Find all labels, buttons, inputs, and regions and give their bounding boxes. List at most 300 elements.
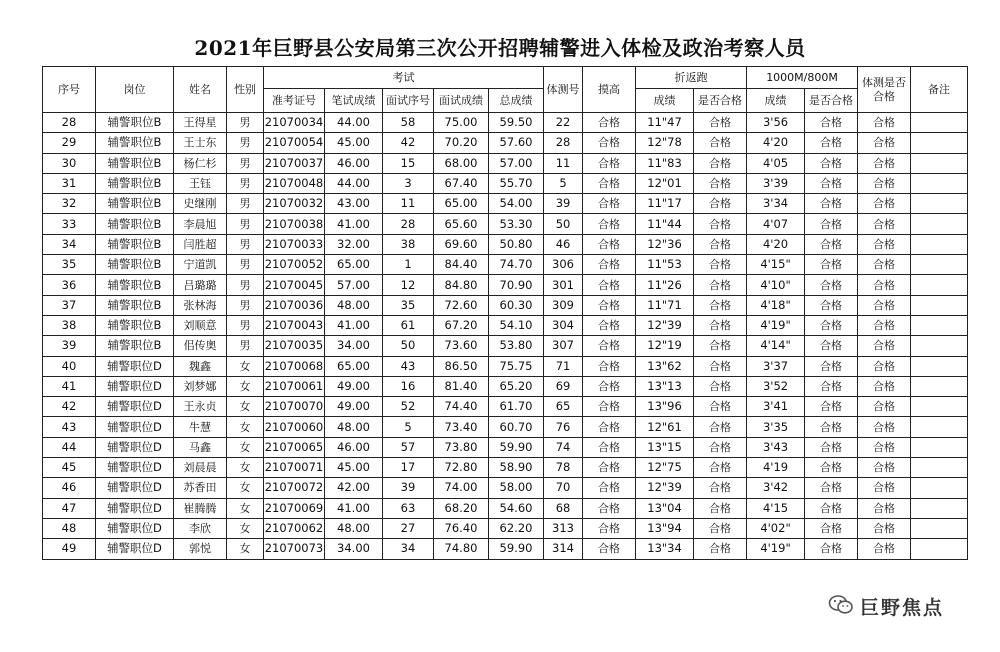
cell-interview-order: 12 <box>383 275 434 295</box>
cell-exam-id: 21070073 <box>264 539 325 559</box>
header-remark: 备注 <box>911 67 968 113</box>
cell-position: 辅警职位B <box>96 234 174 254</box>
cell-written-score: 49.00 <box>325 397 383 417</box>
cell-long-score: 4'07 <box>747 214 805 234</box>
cell-gender: 女 <box>227 376 264 396</box>
cell-gender: 女 <box>227 356 264 376</box>
cell-physical-no: 22 <box>544 113 583 133</box>
cell-name: 吕璐璐 <box>174 275 227 295</box>
cell-shuttle-score: 13"62 <box>636 356 694 376</box>
cell-long-score: 3'39 <box>747 173 805 193</box>
cell-shuttle-pass: 合格 <box>694 295 747 315</box>
header-interview-order: 面试序号 <box>383 89 434 113</box>
cell-interview-order: 5 <box>383 417 434 437</box>
cell-remark <box>911 478 968 498</box>
cell-long-score: 3'41 <box>747 397 805 417</box>
cell-long-score: 4'05 <box>747 153 805 173</box>
header-interview-score: 面试成绩 <box>434 89 489 113</box>
cell-exam-id: 21070043 <box>264 315 325 335</box>
cell-exam-id: 21070068 <box>264 356 325 376</box>
header-row-top <box>43 67 968 89</box>
table-row <box>43 458 968 478</box>
cell-written-score: 46.00 <box>325 153 383 173</box>
cell-shuttle-score: 13"96 <box>636 397 694 417</box>
table-row <box>43 539 968 559</box>
cell-total-score: 60.30 <box>489 295 544 315</box>
cell-name: 李晨旭 <box>174 214 227 234</box>
cell-interview-score: 70.20 <box>434 133 489 153</box>
cell-physical-pass: 合格 <box>858 498 911 518</box>
header-shuttle-score: 成绩 <box>636 89 694 113</box>
cell-physical-no: 28 <box>544 133 583 153</box>
cell-position: 辅警职位B <box>96 255 174 275</box>
cell-shuttle-score: 12"19 <box>636 336 694 356</box>
cell-long-pass: 合格 <box>805 255 858 275</box>
cell-written-score: 45.00 <box>325 133 383 153</box>
cell-long-pass: 合格 <box>805 539 858 559</box>
cell-long-pass: 合格 <box>805 173 858 193</box>
cell-shuttle-pass: 合格 <box>694 234 747 254</box>
cell-interview-score: 72.80 <box>434 458 489 478</box>
cell-remark <box>911 173 968 193</box>
cell-name: 崔腾腾 <box>174 498 227 518</box>
cell-physical-no: 46 <box>544 234 583 254</box>
cell-long-pass: 合格 <box>805 518 858 538</box>
cell-name: 刘顺意 <box>174 315 227 335</box>
cell-seq: 45 <box>43 458 96 478</box>
cell-physical-pass: 合格 <box>858 336 911 356</box>
cell-shuttle-pass: 合格 <box>694 133 747 153</box>
cell-position: 辅警职位D <box>96 498 174 518</box>
cell-seq: 36 <box>43 275 96 295</box>
cell-position: 辅警职位B <box>96 133 174 153</box>
cell-gender: 男 <box>227 153 264 173</box>
cell-physical-no: 78 <box>544 458 583 478</box>
cell-name: 王士东 <box>174 133 227 153</box>
cell-height-check: 合格 <box>583 498 636 518</box>
cell-seq: 46 <box>43 478 96 498</box>
cell-shuttle-pass: 合格 <box>694 153 747 173</box>
cell-shuttle-pass: 合格 <box>694 518 747 538</box>
table-row <box>43 518 968 538</box>
cell-remark <box>911 295 968 315</box>
cell-long-pass: 合格 <box>805 417 858 437</box>
table-row <box>43 376 968 396</box>
cell-shuttle-pass: 合格 <box>694 498 747 518</box>
cell-remark <box>911 437 968 457</box>
cell-total-score: 53.80 <box>489 336 544 356</box>
cell-long-pass: 合格 <box>805 458 858 478</box>
cell-position: 辅警职位B <box>96 214 174 234</box>
cell-physical-pass: 合格 <box>858 397 911 417</box>
cell-exam-id: 21070061 <box>264 376 325 396</box>
cell-exam-id: 21070045 <box>264 275 325 295</box>
cell-position: 辅警职位D <box>96 458 174 478</box>
cell-physical-no: 307 <box>544 336 583 356</box>
cell-height-check: 合格 <box>583 133 636 153</box>
cell-shuttle-pass: 合格 <box>694 478 747 498</box>
cell-shuttle-score: 13"94 <box>636 518 694 538</box>
cell-long-score: 3'56 <box>747 113 805 133</box>
cell-height-check: 合格 <box>583 376 636 396</box>
cell-written-score: 45.00 <box>325 458 383 478</box>
cell-total-score: 70.90 <box>489 275 544 295</box>
cell-interview-order: 63 <box>383 498 434 518</box>
cell-name: 史继刚 <box>174 194 227 214</box>
cell-exam-id: 21070062 <box>264 518 325 538</box>
cell-total-score: 60.70 <box>489 417 544 437</box>
cell-long-pass: 合格 <box>805 397 858 417</box>
watermark <box>828 593 944 620</box>
cell-gender: 男 <box>227 113 264 133</box>
cell-physical-pass: 合格 <box>858 518 911 538</box>
cell-physical-no: 304 <box>544 315 583 335</box>
cell-interview-order: 52 <box>383 397 434 417</box>
cell-written-score: 44.00 <box>325 113 383 133</box>
cell-exam-id: 21070070 <box>264 397 325 417</box>
cell-seq: 37 <box>43 295 96 315</box>
cell-written-score: 65.00 <box>325 255 383 275</box>
cell-physical-no: 301 <box>544 275 583 295</box>
cell-remark <box>911 194 968 214</box>
cell-long-pass: 合格 <box>805 153 858 173</box>
table-row <box>43 356 968 376</box>
cell-shuttle-pass: 合格 <box>694 255 747 275</box>
cell-seq: 47 <box>43 498 96 518</box>
cell-position: 辅警职位D <box>96 417 174 437</box>
cell-interview-score: 75.00 <box>434 113 489 133</box>
cell-total-score: 75.75 <box>489 356 544 376</box>
cell-position: 辅警职位D <box>96 518 174 538</box>
cell-long-score: 4'14" <box>747 336 805 356</box>
cell-shuttle-score: 13"15 <box>636 437 694 457</box>
cell-shuttle-pass: 合格 <box>694 336 747 356</box>
cell-remark <box>911 458 968 478</box>
cell-physical-no: 69 <box>544 376 583 396</box>
header-total-score: 总成绩 <box>489 89 544 113</box>
cell-height-check: 合格 <box>583 295 636 315</box>
cell-height-check: 合格 <box>583 458 636 478</box>
cell-name: 闫胜超 <box>174 234 227 254</box>
cell-name: 王永贞 <box>174 397 227 417</box>
cell-long-score: 4'10" <box>747 275 805 295</box>
cell-gender: 女 <box>227 478 264 498</box>
cell-shuttle-pass: 合格 <box>694 437 747 457</box>
cell-shuttle-pass: 合格 <box>694 275 747 295</box>
cell-gender: 女 <box>227 498 264 518</box>
cell-total-score: 59.90 <box>489 437 544 457</box>
cell-long-score: 3'43 <box>747 437 805 457</box>
cell-shuttle-score: 13"04 <box>636 498 694 518</box>
cell-interview-score: 84.80 <box>434 275 489 295</box>
cell-gender: 女 <box>227 539 264 559</box>
cell-exam-id: 21070036 <box>264 295 325 315</box>
cell-interview-order: 39 <box>383 478 434 498</box>
cell-exam-id: 21070033 <box>264 234 325 254</box>
cell-long-score: 4'20 <box>747 234 805 254</box>
header-exam-id: 准考证号 <box>264 89 325 113</box>
table-body <box>43 113 968 560</box>
cell-interview-score: 68.00 <box>434 153 489 173</box>
table-row <box>43 437 968 457</box>
cell-seq: 43 <box>43 417 96 437</box>
cell-exam-id: 21070054 <box>264 133 325 153</box>
header-long-pass: 是否合格 <box>805 89 858 113</box>
cell-gender: 男 <box>227 194 264 214</box>
cell-remark <box>911 113 968 133</box>
cell-remark <box>911 315 968 335</box>
cell-physical-pass: 合格 <box>858 356 911 376</box>
cell-shuttle-pass: 合格 <box>694 376 747 396</box>
cell-long-score: 3'37 <box>747 356 805 376</box>
cell-position: 辅警职位D <box>96 376 174 396</box>
cell-height-check: 合格 <box>583 214 636 234</box>
cell-height-check: 合格 <box>583 173 636 193</box>
cell-long-pass: 合格 <box>805 295 858 315</box>
cell-interview-order: 35 <box>383 295 434 315</box>
cell-remark <box>911 356 968 376</box>
cell-physical-no: 314 <box>544 539 583 559</box>
cell-name: 马鑫 <box>174 437 227 457</box>
cell-height-check: 合格 <box>583 153 636 173</box>
cell-interview-score: 73.60 <box>434 336 489 356</box>
cell-long-pass: 合格 <box>805 376 858 396</box>
cell-long-pass: 合格 <box>805 315 858 335</box>
cell-name: 苏香田 <box>174 478 227 498</box>
cell-written-score: 44.00 <box>325 173 383 193</box>
header-shuttle-pass: 是否合格 <box>694 89 747 113</box>
cell-physical-no: 74 <box>544 437 583 457</box>
cell-name: 牛慧 <box>174 417 227 437</box>
cell-interview-score: 81.40 <box>434 376 489 396</box>
candidate-table <box>42 66 968 560</box>
cell-long-score: 4'20 <box>747 133 805 153</box>
cell-shuttle-pass: 合格 <box>694 539 747 559</box>
cell-seq: 29 <box>43 133 96 153</box>
table-row <box>43 315 968 335</box>
cell-interview-score: 65.00 <box>434 194 489 214</box>
cell-interview-score: 69.60 <box>434 234 489 254</box>
cell-total-score: 61.70 <box>489 397 544 417</box>
cell-seq: 38 <box>43 315 96 335</box>
cell-written-score: 49.00 <box>325 376 383 396</box>
cell-seq: 31 <box>43 173 96 193</box>
cell-physical-no: 313 <box>544 518 583 538</box>
cell-name: 李欣 <box>174 518 227 538</box>
cell-written-score: 65.00 <box>325 356 383 376</box>
cell-long-score: 3'42 <box>747 478 805 498</box>
cell-interview-score: 72.60 <box>434 295 489 315</box>
cell-physical-no: 50 <box>544 214 583 234</box>
cell-total-score: 53.30 <box>489 214 544 234</box>
cell-interview-score: 65.60 <box>434 214 489 234</box>
cell-remark <box>911 417 968 437</box>
cell-shuttle-pass: 合格 <box>694 417 747 437</box>
cell-physical-pass: 合格 <box>858 153 911 173</box>
cell-gender: 男 <box>227 173 264 193</box>
table-row <box>43 397 968 417</box>
table-row <box>43 295 968 315</box>
cell-position: 辅警职位B <box>96 336 174 356</box>
cell-shuttle-score: 12"61 <box>636 417 694 437</box>
cell-written-score: 41.00 <box>325 315 383 335</box>
table-row <box>43 275 968 295</box>
cell-total-score: 59.50 <box>489 113 544 133</box>
cell-physical-pass: 合格 <box>858 437 911 457</box>
cell-total-score: 58.00 <box>489 478 544 498</box>
cell-height-check: 合格 <box>583 437 636 457</box>
cell-remark <box>911 133 968 153</box>
cell-seq: 41 <box>43 376 96 396</box>
cell-long-pass: 合格 <box>805 234 858 254</box>
cell-interview-order: 61 <box>383 315 434 335</box>
cell-interview-order: 27 <box>383 518 434 538</box>
cell-long-score: 3'34 <box>747 194 805 214</box>
cell-interview-score: 84.40 <box>434 255 489 275</box>
cell-long-score: 4'15" <box>747 255 805 275</box>
table-row <box>43 194 968 214</box>
cell-height-check: 合格 <box>583 539 636 559</box>
cell-exam-id: 21070034 <box>264 113 325 133</box>
cell-seq: 30 <box>43 153 96 173</box>
cell-shuttle-pass: 合格 <box>694 214 747 234</box>
cell-height-check: 合格 <box>583 336 636 356</box>
cell-interview-order: 58 <box>383 113 434 133</box>
cell-gender: 男 <box>227 275 264 295</box>
cell-gender: 女 <box>227 397 264 417</box>
cell-interview-score: 74.80 <box>434 539 489 559</box>
cell-physical-pass: 合格 <box>858 173 911 193</box>
cell-total-score: 57.60 <box>489 133 544 153</box>
cell-name: 宁道凯 <box>174 255 227 275</box>
cell-interview-score: 73.80 <box>434 437 489 457</box>
cell-seq: 42 <box>43 397 96 417</box>
cell-name: 王钰 <box>174 173 227 193</box>
cell-interview-order: 28 <box>383 214 434 234</box>
cell-gender: 男 <box>227 336 264 356</box>
cell-height-check: 合格 <box>583 397 636 417</box>
cell-remark <box>911 234 968 254</box>
cell-seq: 33 <box>43 214 96 234</box>
cell-interview-order: 42 <box>383 133 434 153</box>
cell-long-score: 3'35 <box>747 417 805 437</box>
cell-written-score: 43.00 <box>325 194 383 214</box>
cell-interview-score: 76.40 <box>434 518 489 538</box>
table-row <box>43 214 968 234</box>
wechat-icon <box>828 594 854 620</box>
cell-remark <box>911 153 968 173</box>
table-row <box>43 113 968 133</box>
cell-physical-pass: 合格 <box>858 376 911 396</box>
cell-long-score: 4'19" <box>747 315 805 335</box>
cell-long-pass: 合格 <box>805 478 858 498</box>
cell-written-score: 41.00 <box>325 214 383 234</box>
cell-shuttle-score: 12"39 <box>636 478 694 498</box>
table-row <box>43 173 968 193</box>
cell-shuttle-score: 11"26 <box>636 275 694 295</box>
cell-height-check: 合格 <box>583 356 636 376</box>
cell-height-check: 合格 <box>583 417 636 437</box>
cell-gender: 男 <box>227 214 264 234</box>
cell-height-check: 合格 <box>583 275 636 295</box>
cell-name: 刘梦娜 <box>174 376 227 396</box>
cell-interview-score: 67.20 <box>434 315 489 335</box>
cell-shuttle-score: 12"39 <box>636 315 694 335</box>
cell-remark <box>911 255 968 275</box>
header-long-run: 1000M/800M <box>747 67 858 89</box>
cell-physical-pass: 合格 <box>858 234 911 254</box>
cell-interview-order: 17 <box>383 458 434 478</box>
cell-interview-order: 38 <box>383 234 434 254</box>
cell-height-check: 合格 <box>583 113 636 133</box>
cell-written-score: 41.00 <box>325 498 383 518</box>
cell-seq: 34 <box>43 234 96 254</box>
cell-physical-no: 309 <box>544 295 583 315</box>
cell-physical-pass: 合格 <box>858 255 911 275</box>
cell-height-check: 合格 <box>583 194 636 214</box>
header-long-score: 成绩 <box>747 89 805 113</box>
cell-written-score: 48.00 <box>325 417 383 437</box>
cell-physical-pass: 合格 <box>858 478 911 498</box>
cell-shuttle-score: 12"01 <box>636 173 694 193</box>
cell-total-score: 57.00 <box>489 153 544 173</box>
cell-physical-pass: 合格 <box>858 214 911 234</box>
table-row <box>43 498 968 518</box>
cell-shuttle-score: 11"53 <box>636 255 694 275</box>
cell-remark <box>911 376 968 396</box>
cell-shuttle-pass: 合格 <box>694 397 747 417</box>
cell-physical-pass: 合格 <box>858 133 911 153</box>
cell-exam-id: 21070032 <box>264 194 325 214</box>
cell-exam-id: 21070065 <box>264 437 325 457</box>
cell-shuttle-pass: 合格 <box>694 315 747 335</box>
cell-interview-score: 86.50 <box>434 356 489 376</box>
cell-exam-id: 21070060 <box>264 417 325 437</box>
cell-remark <box>911 397 968 417</box>
cell-remark <box>911 539 968 559</box>
header-shuttle-run: 折返跑 <box>636 67 747 89</box>
cell-interview-order: 11 <box>383 194 434 214</box>
cell-total-score: 50.80 <box>489 234 544 254</box>
cell-exam-id: 21070037 <box>264 153 325 173</box>
cell-seq: 28 <box>43 113 96 133</box>
cell-shuttle-score: 13"34 <box>636 539 694 559</box>
cell-exam-id: 21070048 <box>264 173 325 193</box>
cell-long-pass: 合格 <box>805 214 858 234</box>
cell-physical-pass: 合格 <box>858 417 911 437</box>
cell-gender: 女 <box>227 417 264 437</box>
cell-shuttle-pass: 合格 <box>694 113 747 133</box>
cell-physical-no: 76 <box>544 417 583 437</box>
cell-physical-pass: 合格 <box>858 458 911 478</box>
cell-exam-id: 21070035 <box>264 336 325 356</box>
cell-written-score: 42.00 <box>325 478 383 498</box>
header-written-score: 笔试成绩 <box>325 89 383 113</box>
cell-written-score: 34.00 <box>325 336 383 356</box>
cell-total-score: 55.70 <box>489 173 544 193</box>
cell-physical-pass: 合格 <box>858 295 911 315</box>
cell-height-check: 合格 <box>583 518 636 538</box>
table-row <box>43 234 968 254</box>
cell-total-score: 58.90 <box>489 458 544 478</box>
cell-height-check: 合格 <box>583 234 636 254</box>
cell-interview-order: 50 <box>383 336 434 356</box>
cell-height-check: 合格 <box>583 315 636 335</box>
cell-shuttle-score: 11"83 <box>636 153 694 173</box>
cell-interview-order: 16 <box>383 376 434 396</box>
cell-seq: 49 <box>43 539 96 559</box>
header-name: 姓名 <box>174 67 227 113</box>
